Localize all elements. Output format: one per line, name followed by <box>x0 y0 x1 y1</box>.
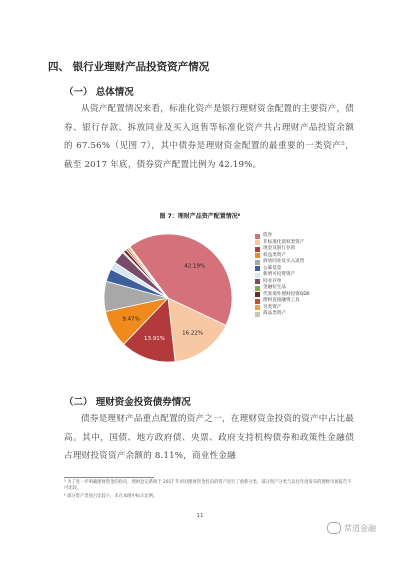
watermark-text: 常道金融 <box>344 523 376 533</box>
paragraph-bonds-text: 债券是理财产品重点配置的资产之一，在理财资金投资的资产中占比最高。其中，国债、地方政府债、央票、政府支持机构债券和政策性金融债占理财投资资产余额的 8.11%，商业性金融 <box>64 414 354 461</box>
legend-swatch <box>255 273 260 278</box>
chart-legend <box>255 233 310 318</box>
legend-swatch <box>255 240 260 245</box>
legend-swatch <box>255 299 260 304</box>
paragraph-overview-text: 从资产配置情况来看，标准化资产是银行理财资金配置的主要资产，债券、银行存款、拆放同业及买入返售等标准化资产共占理财产品投资余额的 67.56%（见图 7），其中债券是理财资金配置的最重要的一类资产⁵，截至 2017 年底，债券资产配置比例为 42.19%。 <box>64 104 354 170</box>
legend-label: 新增可投资资产 <box>263 272 296 277</box>
chart-caption: 图 7：理财产品资产配置情况⁶ <box>159 213 241 220</box>
paragraph-overview <box>64 100 354 174</box>
watermark <box>327 522 376 534</box>
legend-swatch <box>255 286 260 291</box>
section-title: 四、 银行业理财产品投资资产情况 <box>48 61 210 73</box>
legend-swatch <box>255 247 260 252</box>
subsection-title-overall: （一） 总体情况 <box>64 87 134 98</box>
pie-label-2: 16.22% <box>182 330 204 337</box>
legend-label: 非标准化债权类资产 <box>263 239 305 245</box>
legend-label: 理财直接融资工具 <box>263 298 300 303</box>
legend-item <box>255 311 310 318</box>
legend-swatch <box>255 234 260 239</box>
legend-swatch <box>255 253 260 258</box>
legend-label: 另类资产 <box>263 304 282 310</box>
page-number: 11 <box>196 513 204 519</box>
footnote-divider <box>64 477 154 478</box>
legend-label: 债券 <box>263 233 273 238</box>
legend-label: 现金及银行存款 <box>263 246 296 251</box>
pie-label-3: 13.91% <box>143 336 165 343</box>
legend-label: 代客境外理财投资QDII <box>263 291 310 297</box>
legend-swatch <box>255 260 260 265</box>
legend-swatch <box>255 266 260 271</box>
pie-slices <box>104 234 232 362</box>
wechat-icon <box>327 522 341 534</box>
paragraph-bonds <box>64 410 354 466</box>
pie-label-1: 42.19% <box>184 263 206 270</box>
legend-label: 商品类资产 <box>263 311 286 316</box>
footnote-5: ⁵ 为了进一步明确理财资金的投向，理财登记系统于 2017 年初对理财资金投向的资产进行了重新分类，部分资产分类与以往年度发布的理财市场报告不可比较。 <box>64 480 352 492</box>
legend-label: 权益类资产 <box>263 252 286 258</box>
legend-swatch <box>255 305 260 310</box>
legend-label: 同业存单 <box>263 278 282 284</box>
legend-label: 金融衍生品 <box>263 285 286 290</box>
legend-swatch <box>255 292 260 297</box>
legend-label: 公募基金 <box>263 265 282 271</box>
subsection-title-bonds: （二） 理财资金投资债券情况 <box>64 397 191 408</box>
pie-label-4: 9.47% <box>122 316 140 323</box>
legend-swatch <box>255 279 260 284</box>
legend-label: 拆放同业及买入返售 <box>263 259 305 264</box>
footnote-6: ⁶ 部分资产类别占比较小，未在本图中标示比例。 <box>64 494 158 499</box>
legend-swatch <box>255 312 260 317</box>
